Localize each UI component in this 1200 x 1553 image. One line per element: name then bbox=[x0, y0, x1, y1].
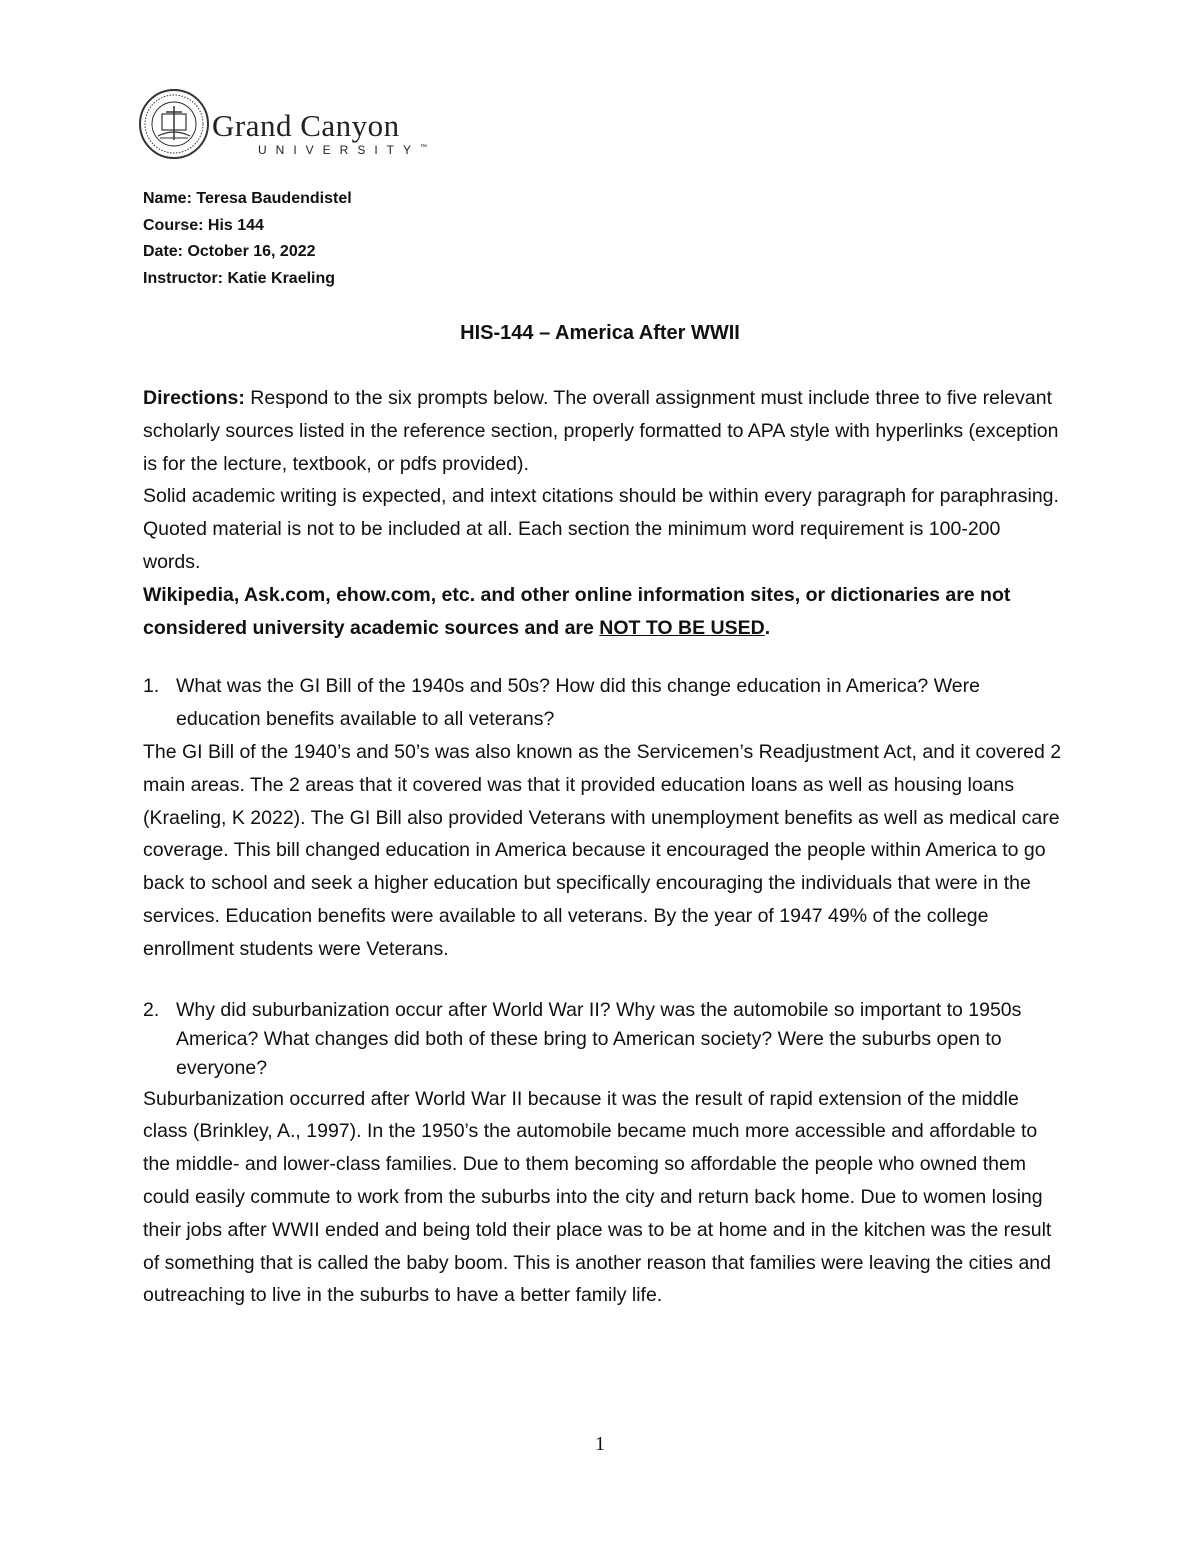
directions-text: Respond to the six prompts below. The overall assignment must include three to five relevant scholarly sources listed in the reference section, properly formatted to APA style with hyperlinks (exception is for the lecture, textbook, or pdfs provided). bbox=[143, 387, 1059, 475]
directions-paragraph-2: Solid academic writing is expected, and intext citations should be within every paragraph for paraphrasing. Quoted material is not to be included at all. Each section the minimum word requirement is 100-200 words. bbox=[143, 485, 1059, 573]
question-2 bbox=[143, 996, 1063, 1083]
question-prompt: What was the GI Bill of the 1940s and 50s? How did this change education in America? Were education benefits available to all veterans? bbox=[176, 675, 980, 731]
university-seal-icon bbox=[138, 88, 210, 160]
page-number: 1 bbox=[595, 1433, 605, 1455]
question-1 bbox=[143, 670, 1063, 736]
student-name: Name: Teresa Baudendistel bbox=[143, 190, 352, 207]
question-number: 2. bbox=[143, 998, 160, 1021]
date: Date: October 16, 2022 bbox=[143, 243, 316, 260]
directions-paragraph bbox=[143, 382, 1063, 480]
not-to-be-used: NOT TO BE USED bbox=[599, 616, 765, 639]
question-number: 1. bbox=[143, 675, 160, 698]
logo-wordmark: Grand Canyon bbox=[212, 108, 400, 143]
document-body bbox=[143, 382, 1063, 1312]
course: Course: His 144 bbox=[143, 216, 264, 234]
answer-2: Suburbanization occurred after World War II because it was the result of rapid extension of the middle class (Brinkley, A., 1997). In the 1950’s the automobile became much more accessible and affordable to the middle- and lower-class families. Due to them becoming so affordable the people who owned them could easily commute to work from the suburbs into the city and return back home. Due to women losing their jobs after WWII ended and being told their place was to be at home and in the kitchen was the result of something that is called the baby boom. This is another reason that families were leaving the cities and outreaching to live in the suburbs to have a better family life. bbox=[143, 1087, 1052, 1307]
university-logo bbox=[138, 88, 468, 160]
instructor: Instructor: Katie Kraeling bbox=[143, 269, 336, 287]
student-info bbox=[143, 186, 352, 292]
answer-1: The GI Bill of the 1940’s and 50’s was also known as the Servicemen’s Readjustment Act, and it covered 2 main areas. The 2 areas that it covered was that it provided education loans as well as housing loans (Kraeling, K 2022). The GI Bill also provided Veterans with unemployment benefits as well as medical care coverage. This bill changed education in America because it encouraged the people within America to go back to school and seek a higher education but specifically encouraging the individuals that were in the services. Education benefits were available to all veterans. By the year of 1947 49% of the college enrollment students were Veterans. bbox=[143, 740, 1062, 960]
logo-subtitle: UNIVERSITY™ bbox=[258, 143, 428, 157]
sources-warning: Wikipedia, Ask.com, ehow.com, etc. and other online information sites, or dictionaries are not considered university academic sources and are NOT TO BE USED. bbox=[143, 583, 1011, 639]
page-title: HIS-144 – America After WWII bbox=[460, 322, 740, 344]
question-prompt: Why did suburbanization occur after World War II? Why was the automobile so important to 1950s America? What changes did both of these bring to American society? Were the suburbs open to everyone? bbox=[176, 998, 1022, 1079]
directions-label: Directions: bbox=[143, 387, 245, 409]
